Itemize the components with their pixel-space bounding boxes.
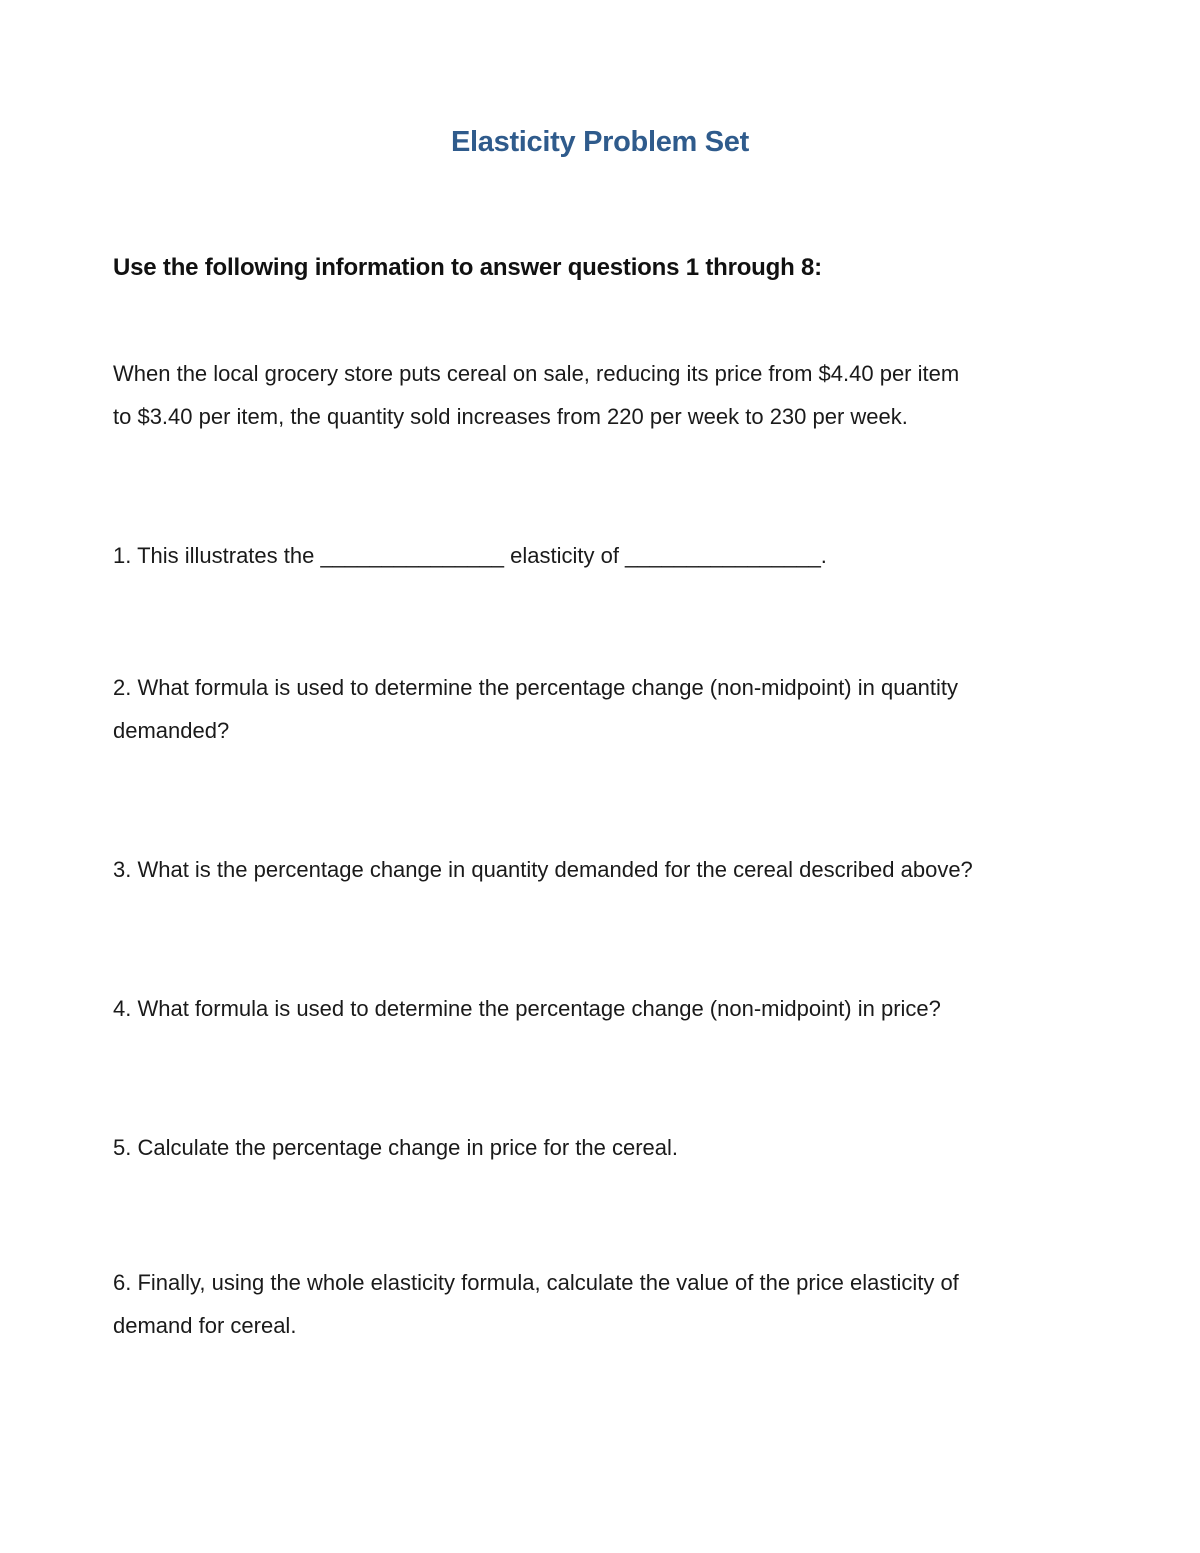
scenario-paragraph — [113, 352, 1103, 438]
question-6 — [113, 1261, 1103, 1347]
question-3 — [113, 848, 1103, 891]
question-1 — [113, 534, 1103, 577]
instructions-heading: Use the following information to answer questions 1 through 8: — [113, 254, 822, 281]
question-text: 5. Calculate the percentage change in price for the cereal. — [113, 1135, 679, 1160]
question-text: 3. What is the percentage change in quantity demanded for the cereal described above? — [113, 857, 973, 882]
question-text: 6. Finally, using the whole elasticity formula, calculate the value of the price elasticity of — [113, 1270, 959, 1295]
document-title: Elasticity Problem Set — [450, 126, 749, 158]
question-text: 2. What formula is used to determine the percentage change (non-midpoint) in quantity — [113, 675, 959, 700]
scenario-line: When the local grocery store puts cereal on sale, reducing its price from $4.40 per item — [113, 361, 960, 386]
question-2 — [113, 666, 1103, 752]
question-text: 4. What formula is used to determine the percentage change (non-midpoint) in price? — [113, 996, 941, 1021]
question-text: 1. This illustrates the _______________ elasticity of ________________. — [113, 543, 827, 568]
question-text: demand for cereal. — [113, 1313, 297, 1338]
question-text: demanded? — [113, 718, 230, 743]
question-4 — [113, 987, 1103, 1030]
question-5 — [113, 1126, 1103, 1169]
scenario-line: to $3.40 per item, the quantity sold increases from 220 per week to 230 per week. — [113, 404, 908, 429]
